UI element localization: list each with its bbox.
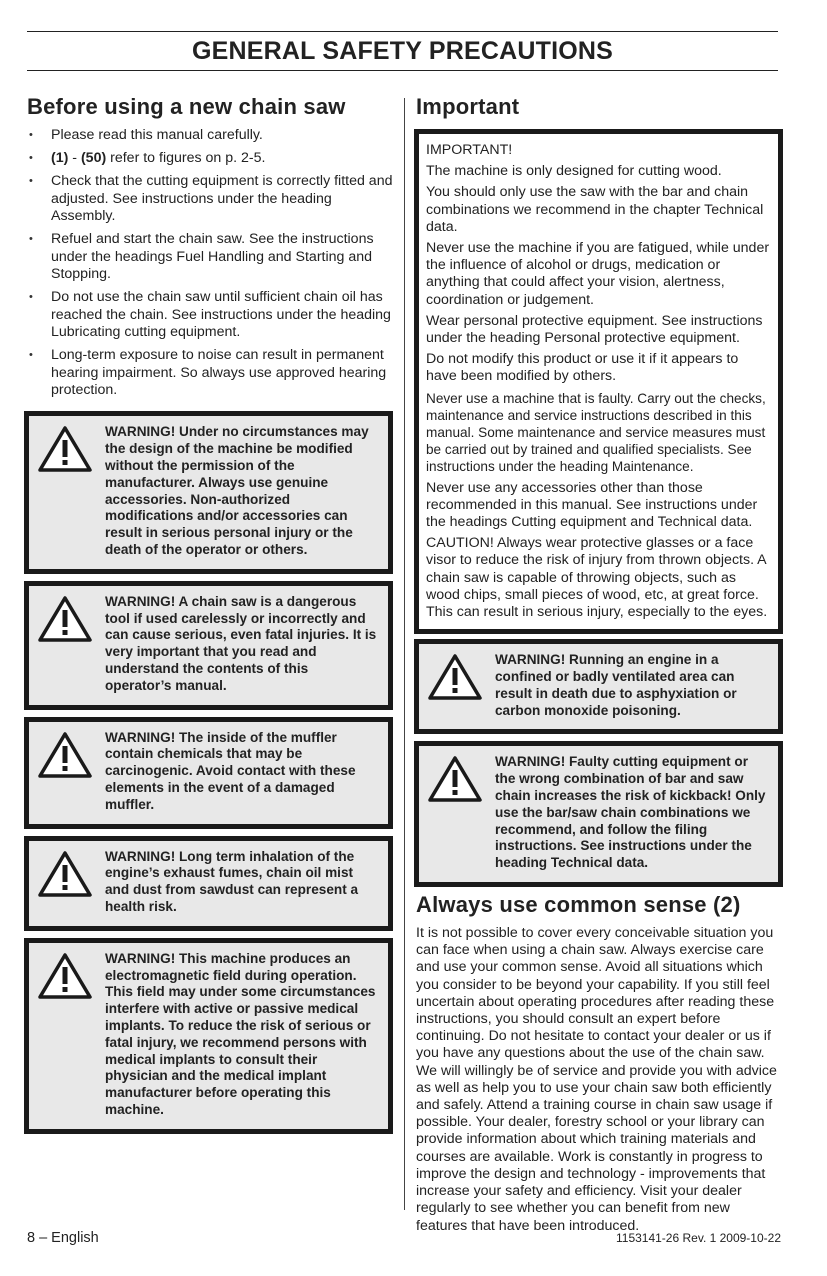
warning-text: WARNING! Faulty cutting equipment or the wrong combination of bar and saw chain increases the risk of kickback! Only use the bar/saw chain combinations we recommend, and follow the filing instructions. See instructions under the heading Technical data. [495,754,766,871]
list-item: • Long-term exposure to noise can result in permanent hearing impairment. So always use approved hearing protection. [27,347,393,399]
important-paragraph: CAUTION! Always wear protective glasses or a face visor to reduce the risk of injury from thrown objects. A chain saw is capable of throwing objects, such as wood chips, small pieces of wood, etc, at great force. This can result in serious injury, especially to the eyes. [426,535,768,621]
section-title-common-sense: Always use common sense (2) [416,892,741,918]
warning-box [24,581,393,710]
list-item: • Refuel and start the chain saw. See the instructions under the headings Fuel Handling and Starting and Stopping. [27,231,393,283]
figure-ref-end: (50) [80,150,107,167]
figure-ref-text: refer to figures on p. 2-5. [106,150,266,167]
warning-text: WARNING! Long term inhalation of the engine’s exhaust fumes, chain oil mist and dust from sawdust can represent a health risk. [105,848,359,914]
section-title-new-chain-saw: Before using a new chain saw [27,94,346,119]
figure-ref-sep: - [68,150,81,167]
list-item: • Please read this manual carefully. [27,127,393,144]
warning-box [24,836,393,931]
warning-box [24,717,393,829]
warning-box [414,639,783,734]
warning-box [414,741,783,887]
warning-triangle-icon [37,595,93,643]
important-paragraph: Do not modify this product or use it if it appears to have been modified by others. [426,351,739,385]
important-paragraph: Never use any accessories other than those recommended in this manual. See instructions under the headings Cutting equipment and Technical data. [426,479,758,531]
section-title-important: Important [416,94,520,119]
warning-text: WARNING! Under no circumstances may the design of the machine be modified without the permission of the manufacturer. Always use genuine accessories. Non-authorized modifications and/or accessories can result in serious personal injury or the death of the operator or others. [105,424,369,558]
column-divider [404,98,405,1210]
warning-triangle-icon [37,850,93,898]
warning-triangle-icon [427,653,483,701]
bullet-list [27,127,393,400]
list-item: • Do not use the chain saw until sufficient chain oil has reached the chain. See instructions under the heading Lubricating cutting equipment. [27,289,393,341]
important-paragraph: IMPORTANT! [426,142,513,158]
left-column [27,93,393,1141]
warning-triangle-icon [37,952,93,1000]
warning-triangle-icon [37,425,93,473]
list-item [27,150,393,167]
warning-triangle-icon [427,755,483,803]
page-title: GENERAL SAFETY PRECAUTIONS [27,31,778,71]
warning-text: WARNING! Running an engine in a confined or badly ventilated area can result in death due to asphyxiation or carbon monoxide poisoning. [495,652,737,718]
list-item: • Check that the cutting equipment is correctly fitted and adjusted. See instructions under the heading Assembly. [27,173,393,225]
important-notice-box [414,129,783,634]
right-column [416,93,782,1235]
common-sense-text: It is not possible to cover every conceivable situation you can face when using a chain saw. Always exercise care and use your common sense. Avoid all situations which you consider to be beyond your capability. If you still feel uncertain about operating procedures after reading these instructions, you should consult an expert before continuing. Do not hesitate to contact your dealer or us if you have any questions about the use of the chain saw. We will willingly be of service and provide you with advice as well as help you to use your chain saw both efficiently and safely. Attend a training course in chain saw usage if possible. Your dealer, forestry school or your library can provide information about which training materials and courses are available. Work is constantly in progress to improve the design and technology - improvements that increase your safety and efficiency. Visit your dealer regularly to see whether you can benefit from new features that have been introduced. [416,925,777,1234]
warning-triangle-icon [37,731,93,779]
important-paragraph: Never use a machine that is faulty. Carry out the checks, maintenance and service instructions described in this manual. Some maintenance and service measures must be carried out by trained and qualified specialists. See instructions under the heading Maintenance. [426,390,766,475]
warning-box [24,411,393,573]
important-paragraph: Wear personal protective equipment. See instructions under the heading Personal protective equipment. [426,312,763,347]
document-reference: 1153141-26 Rev. 1 2009-10-22 [615,1231,781,1245]
warning-box [24,938,393,1134]
warning-text: WARNING! A chain saw is a dangerous tool if used carelessly or incorrectly and can cause serious, even fatal injuries. It is very important that you read and understand the contents of this operator’s manual. [105,593,377,693]
warning-text: WARNING! The inside of the muffler contain chemicals that may be carcinogenic. Avoid contact with these elements in the event of a damaged muffler. [105,729,356,812]
warning-text: WARNING! This machine produces an electromagnetic field during operation. This field may under some circumstances interfere with active or passive medical implants. To reduce the risk of serious or fatal injury, we recommend persons with medical implants to consult their physician and the medical implant manufacturer before operating this machine. [105,950,376,1117]
important-paragraph: The machine is only designed for cutting wood. [426,163,722,180]
figure-ref-start: (1) [51,150,69,167]
important-paragraph: You should only use the saw with the bar and chain combinations we recommend in the chapter Technical data. [426,184,764,235]
page-number: 8 – English [27,1230,99,1246]
important-paragraph: Never use the machine if you are fatigued, while under the influence of alcohol or drugs, medication or anything that could affect your vision, alertness, coordination or judgement. [426,240,770,308]
